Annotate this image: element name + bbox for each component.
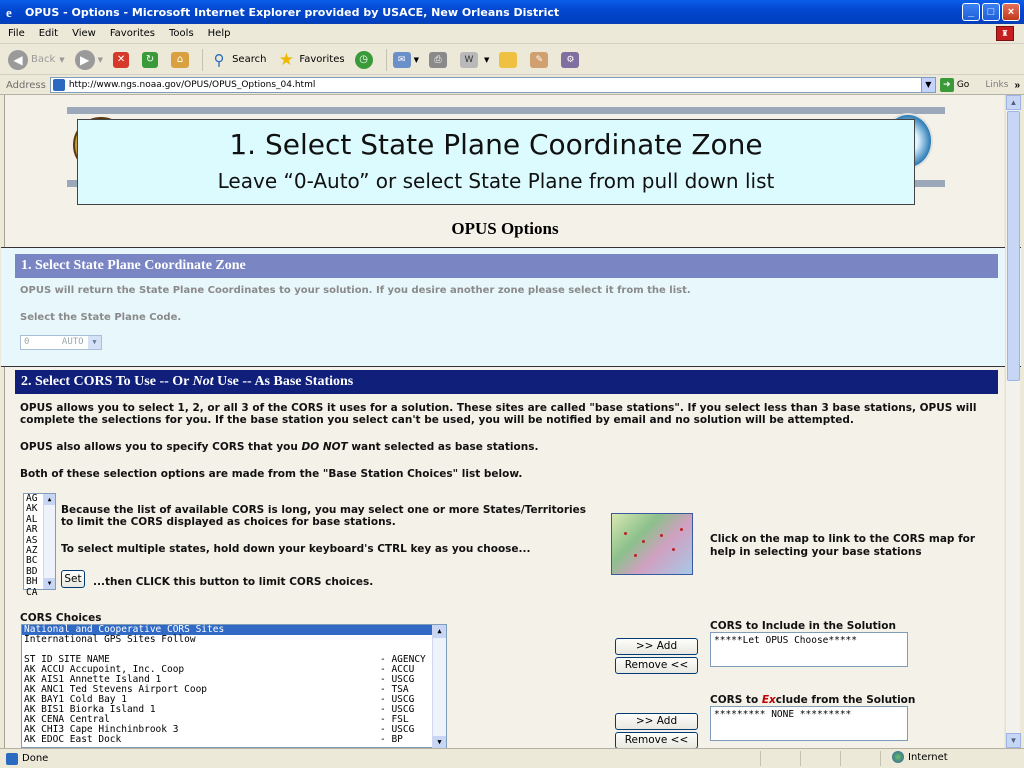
- maximize-button[interactable]: □: [982, 3, 1000, 21]
- mail-icon: ✉: [393, 52, 411, 68]
- history-icon: ◷: [355, 51, 373, 69]
- browser-toolbar: [0, 45, 1024, 75]
- search-icon: ⚲: [213, 50, 225, 69]
- state-multiselect[interactable]: [23, 493, 56, 598]
- cors-option-name: AK AIS1 Annette Island 1: [24, 674, 162, 685]
- cors-option-agency: - USCG: [380, 704, 415, 715]
- section2-para1-line1: OPUS allows you to select 1, 2, or all 3 of the CORS it uses for a solution. These sites are called "base stations". If you select less than 3 base stations, OPUS will: [20, 402, 977, 414]
- security-zone: [892, 751, 948, 763]
- back-arrow-icon: ◀: [8, 50, 28, 70]
- para2-a: OPUS also allows you to specify CORS that you: [20, 441, 302, 453]
- home-icon: ⌂: [171, 52, 189, 68]
- research-button[interactable]: [561, 52, 582, 68]
- section1-select-label: Select the State Plane Code.: [20, 312, 182, 323]
- header-bar-top: [67, 107, 945, 114]
- map-help-line1: Click on the map to link to the CORS map for: [710, 533, 976, 545]
- cors-option-name: AK ANC1 Ted Stevens Airport Coop: [24, 684, 208, 695]
- stop-icon: ✕: [113, 52, 129, 68]
- go-arrow-icon: ➜: [940, 78, 954, 92]
- annotation-callout: [77, 119, 915, 205]
- cors-option-name: ST ID SITE NAME: [24, 654, 110, 665]
- menu-view[interactable]: View: [72, 28, 96, 39]
- include-item[interactable]: *****Let OPUS Choose*****: [714, 635, 857, 646]
- home-button[interactable]: [171, 52, 192, 68]
- cors-option-agency: - TSA: [380, 684, 409, 695]
- map-marker: [624, 532, 627, 535]
- cors-choices-label: CORS Choices: [20, 612, 102, 624]
- links-chevron-icon[interactable]: »: [1014, 79, 1020, 91]
- cors-option-name: AK ACCU Accupoint, Inc. Coop: [24, 664, 185, 675]
- folder-icon: [499, 52, 517, 68]
- state-option[interactable]: AL: [26, 513, 38, 525]
- cors-option-agency: - AGENCY: [380, 654, 426, 665]
- map-marker: [660, 534, 663, 537]
- set-button[interactable]: Set: [61, 570, 85, 588]
- messenger-icon: ✎: [530, 52, 548, 68]
- remove-exclude-button[interactable]: Remove <<: [615, 732, 698, 749]
- cors-option-name: International GPS Sites Follow: [24, 634, 196, 645]
- section2-para2: [20, 441, 538, 453]
- address-input[interactable]: [50, 77, 936, 93]
- select-dropdown-icon[interactable]: ▼: [88, 336, 101, 349]
- forward-dropdown-icon[interactable]: ▼: [97, 55, 104, 64]
- back-dropdown-icon[interactable]: ▼: [59, 55, 65, 64]
- states-help-line2: to limit the CORS displayed as choices for base stations.: [61, 516, 396, 528]
- section2-title-a: 2. Select CORS To Use -- Or: [21, 374, 193, 389]
- section2-header: [15, 370, 998, 394]
- window-controls: [962, 3, 1020, 21]
- folder-button[interactable]: [499, 52, 520, 68]
- status-text: Done: [22, 753, 49, 764]
- menu-edit[interactable]: Edit: [38, 28, 59, 39]
- history-button[interactable]: [355, 51, 376, 69]
- states-help-ctrl: To select multiple states, hold down your keyboard's CTRL key as you choose...: [61, 543, 531, 555]
- mail-dropdown-icon[interactable]: ▼: [413, 55, 419, 64]
- map-marker: [642, 540, 645, 543]
- print-button[interactable]: [429, 52, 450, 68]
- cors-option-agency: - USCG: [380, 724, 415, 735]
- para2-em: DO NOT: [301, 441, 348, 453]
- state-option[interactable]: AR: [26, 524, 38, 536]
- edit-icon: W: [460, 52, 478, 68]
- window-titlebar: [0, 0, 1024, 24]
- state-option[interactable]: AS: [26, 534, 38, 546]
- state-option[interactable]: BC: [26, 555, 38, 567]
- refresh-icon: ↻: [142, 52, 158, 68]
- exclude-label: [710, 694, 915, 706]
- toolbar-separator: [202, 49, 203, 71]
- print-icon: ⎙: [429, 52, 447, 68]
- section2-title-em: Not: [192, 374, 214, 389]
- scroll-down-icon[interactable]: ▼: [1006, 733, 1021, 748]
- cors-option-agency: - USCG: [380, 694, 415, 705]
- state-option[interactable]: AG: [26, 493, 38, 504]
- minimize-button[interactable]: _: [962, 3, 980, 21]
- cors-option-agency: - BP: [380, 734, 403, 745]
- scroll-down-icon[interactable]: ▼: [433, 736, 446, 749]
- scroll-up-icon[interactable]: ▲: [433, 625, 446, 638]
- remove-include-button[interactable]: Remove <<: [615, 657, 698, 674]
- cors-option[interactable]: [22, 635, 446, 645]
- status-divider: [760, 751, 761, 766]
- search-button[interactable]: [209, 50, 266, 70]
- go-button[interactable]: [940, 78, 969, 92]
- stop-button[interactable]: [113, 52, 132, 68]
- scrollbar-thumb[interactable]: [1007, 111, 1020, 381]
- include-list[interactable]: [710, 632, 908, 667]
- state-option[interactable]: AZ: [26, 545, 38, 557]
- cors-map-thumbnail[interactable]: [611, 513, 693, 575]
- menu-file[interactable]: File: [8, 28, 25, 39]
- ie-logo-icon: e: [6, 5, 12, 20]
- map-marker: [672, 548, 675, 551]
- cors-option-name: AK CHI3 Cape Hinchinbrook 3: [24, 724, 179, 735]
- star-icon: ★: [278, 49, 295, 70]
- menu-favorites[interactable]: Favorites: [109, 28, 156, 39]
- set-help: ...then CLICK this button to limit CORS choices.: [93, 576, 374, 588]
- exclude-label-a: CORS to: [710, 694, 762, 706]
- cors-list-scrollbar[interactable]: [432, 625, 446, 749]
- cors-option-agency: - USCG: [380, 674, 415, 685]
- section1-header: 1. Select State Plane Coordinate Zone: [15, 254, 998, 278]
- window-title: OPUS - Options - Microsoft Internet Explorer provided by USACE, New Orleans District: [25, 5, 560, 19]
- menu-help[interactable]: Help: [207, 28, 231, 39]
- zone-label: Internet: [908, 751, 948, 763]
- callout-title: 1. Select State Plane Coordinate Zone: [229, 128, 763, 161]
- cors-option-name: AK CENA Central: [24, 714, 110, 725]
- include-label: CORS to Include in the Solution: [710, 620, 896, 632]
- status-divider: [880, 751, 881, 766]
- address-dropdown-icon[interactable]: ▼: [921, 78, 935, 92]
- cors-option[interactable]: [22, 735, 446, 745]
- forward-button[interactable]: [75, 50, 103, 70]
- section2-para1-line2: complete the selections for you. If the base station you select can't be used, you will be notified by email and no solution will be attempted.: [20, 414, 854, 426]
- state-plane-select[interactable]: [20, 335, 102, 350]
- favorites-label: Favorites: [299, 54, 345, 65]
- menu-tools[interactable]: Tools: [169, 28, 194, 39]
- cors-option-name: AK BIS1 Biorka Island 1: [24, 704, 156, 715]
- callout-subtitle: Leave “0-Auto” or select State Plane from pull down list: [217, 169, 775, 193]
- cors-option-name: National and Cooperative CORS Sites: [24, 624, 225, 635]
- status-divider: [840, 751, 841, 766]
- close-button[interactable]: ×: [1002, 3, 1020, 21]
- para2-b: want selected as base stations.: [347, 441, 539, 453]
- links-label[interactable]: Links: [985, 80, 1009, 90]
- add-include-button[interactable]: >> Add: [615, 638, 698, 655]
- menu-bar: [0, 24, 1024, 44]
- status-divider: [800, 751, 801, 766]
- exclude-item[interactable]: ********* NONE *********: [714, 709, 852, 720]
- state-option[interactable]: BD: [26, 565, 38, 577]
- exclude-list[interactable]: [710, 706, 908, 741]
- page-title: OPUS Options: [451, 219, 559, 238]
- research-icon: ⚙: [561, 52, 579, 68]
- section2-para3: Both of these selection options are made from the "Base Station Choices" list below.: [20, 468, 523, 480]
- address-url: http://www.ngs.noaa.gov/OPUS/OPUS_Options_04.html: [68, 80, 316, 90]
- address-label: Address: [6, 79, 46, 91]
- refresh-button[interactable]: [142, 52, 161, 68]
- cors-option-name: AK EDOC East Dock: [24, 734, 122, 745]
- exclude-label-b: clude from the Solution: [775, 694, 916, 706]
- scroll-down-icon[interactable]: ▼: [44, 578, 55, 589]
- page-scrollbar[interactable]: [1005, 95, 1020, 748]
- state-option[interactable]: AK: [26, 503, 38, 515]
- scroll-up-icon[interactable]: ▲: [44, 494, 55, 505]
- state-list-scrollbar[interactable]: [43, 494, 55, 589]
- section1-description: OPUS will return the State Plane Coordinates to your solution. If you desire another zone please select it from the list.: [20, 285, 691, 296]
- messenger-button[interactable]: [530, 52, 551, 68]
- mail-button[interactable]: [393, 52, 419, 68]
- exclude-label-em: Ex: [761, 694, 776, 706]
- cors-choices-list[interactable]: [21, 624, 447, 748]
- edit-button[interactable]: [460, 52, 489, 68]
- favorites-button[interactable]: [276, 50, 344, 70]
- toolbar-separator: [386, 49, 387, 71]
- state-plane-value: 0 AUTO: [24, 337, 84, 347]
- scroll-up-icon[interactable]: ▲: [1006, 95, 1021, 110]
- cors-option-agency: - ACCU: [380, 664, 415, 675]
- cors-option-name: AK BAY1 Cold Bay 1: [24, 694, 127, 705]
- cors-option-agency: - FSL: [380, 714, 409, 725]
- add-exclude-button[interactable]: >> Add: [615, 713, 698, 730]
- page-content: [4, 95, 1004, 748]
- section2-title-b: Use -- As Base Stations: [213, 374, 354, 389]
- states-help-line1: Because the list of available CORS is long, you may select one or more States/Territories: [61, 504, 586, 516]
- status-bar: [0, 748, 1024, 768]
- search-label: Search: [232, 54, 267, 65]
- forward-arrow-icon: ▶: [75, 50, 95, 70]
- state-option[interactable]: BH: [26, 576, 38, 588]
- map-help-line2: help in selecting your base stations: [710, 546, 922, 558]
- map-marker: [680, 528, 683, 531]
- internet-globe-icon: [892, 751, 904, 763]
- state-option[interactable]: CA: [26, 586, 38, 598]
- map-marker: [634, 554, 637, 557]
- usace-castle-logo: ♜: [996, 26, 1014, 41]
- page-done-icon: [6, 753, 18, 765]
- address-bar: [0, 76, 1024, 95]
- edit-dropdown-icon[interactable]: ▼: [483, 55, 490, 64]
- back-label: Back: [31, 54, 56, 65]
- page-icon: [53, 79, 65, 91]
- back-button[interactable]: [8, 50, 65, 70]
- go-label: Go: [956, 80, 970, 90]
